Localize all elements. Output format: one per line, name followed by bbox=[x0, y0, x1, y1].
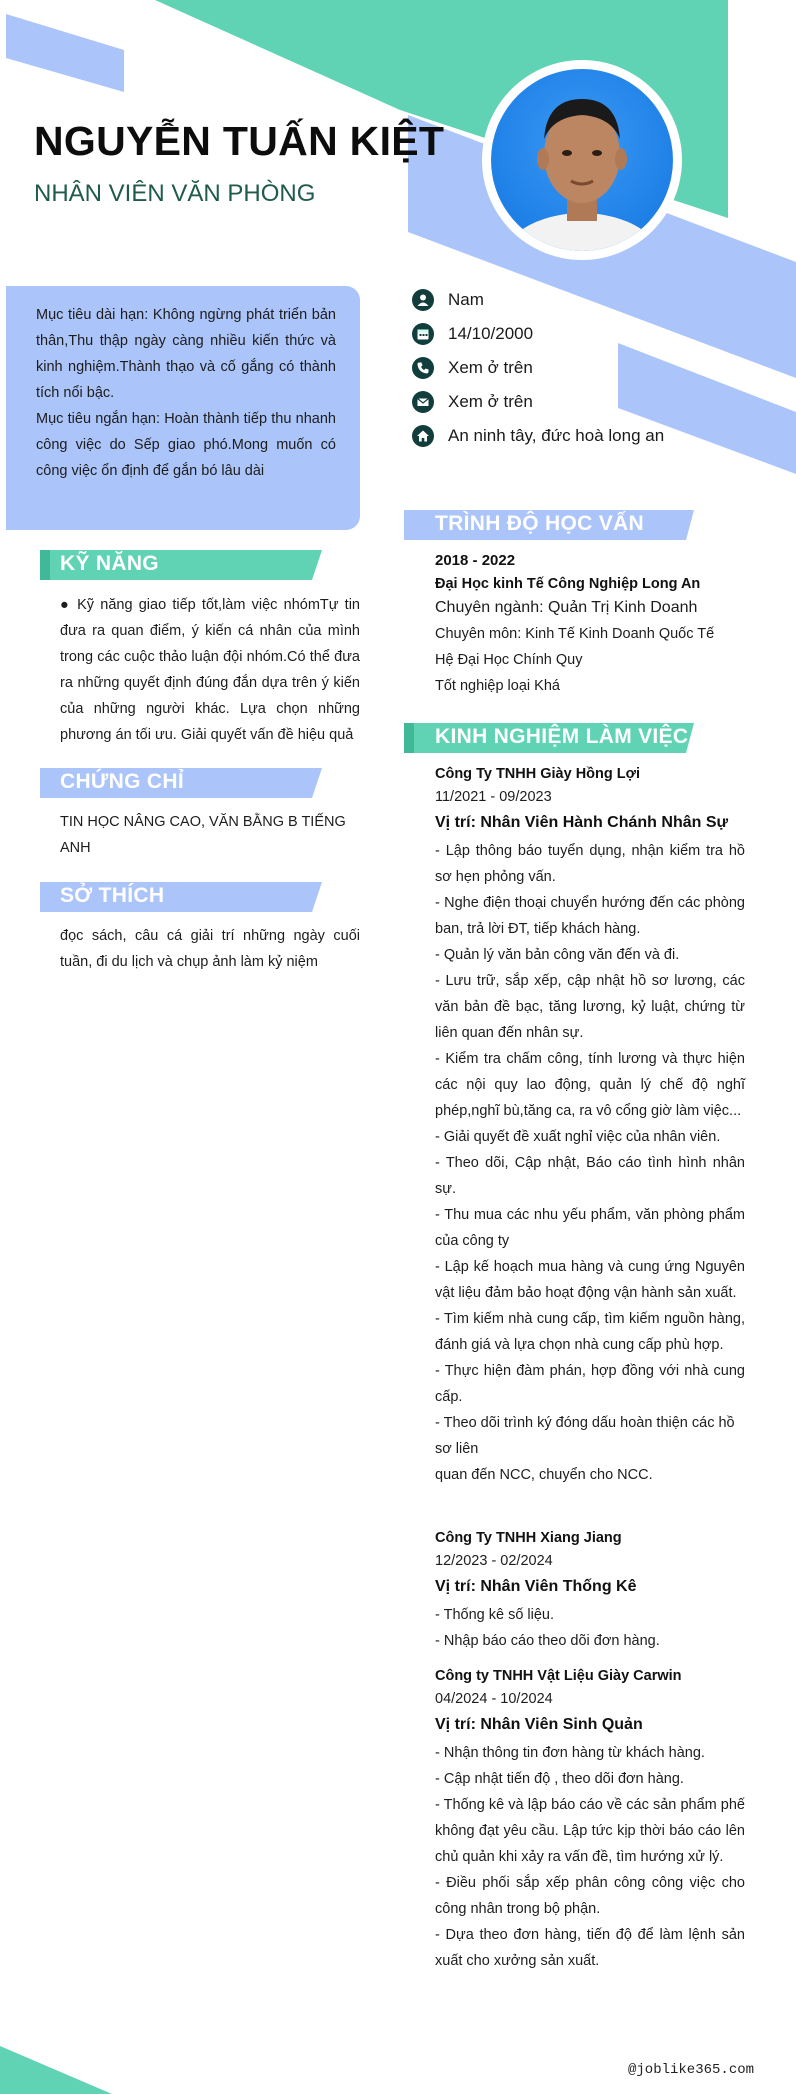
experience-title: KINH NGHIỆM LÀM VIỆC bbox=[435, 725, 689, 748]
job-duty: - Điều phối sắp xếp phân công công việc cho công nhân trong bộ phận. bbox=[435, 1875, 745, 1917]
candidate-name: NGUYỄN TUẤN KIỆT bbox=[34, 118, 445, 164]
education-major: Chuyên ngành: Quản Trị Kinh Doanh bbox=[435, 599, 698, 616]
bottom-green-corner bbox=[0, 2046, 112, 2094]
job-period: 11/2021 - 09/2023 bbox=[435, 789, 552, 805]
objective-short-term: Mục tiêu ngắn hạn: Hoàn thành tiếp thu nhanh công việc do Sếp giao phó.Mong muốn có công việc ổn định để gắn bó lâu dài bbox=[36, 411, 336, 479]
education-grade: Tốt nghiệp loại Khá bbox=[435, 678, 560, 694]
contact-gender-text: Nam bbox=[448, 290, 484, 309]
job-duty: - Thực hiện đàm phán, hợp đồng với nhà cung cấp. bbox=[435, 1363, 745, 1405]
education-heading bbox=[404, 510, 694, 540]
profile-photo-frame bbox=[482, 60, 682, 260]
email-icon bbox=[412, 391, 434, 413]
job-duty: - Lập kế hoạch mua hàng và cung ứng Nguyên vật liệu đảm bảo hoạt động vận hành sản xuất. bbox=[435, 1259, 745, 1301]
job-duty: - Thu mua các nhu yếu phẩm, văn phòng phẩm của công ty bbox=[435, 1207, 745, 1249]
objective-box bbox=[6, 286, 360, 530]
job-duty: - Thống kê và lập báo cáo về các sản phẩm phế không đạt yêu cầu. Lập tức kịp thời báo cáo lên chủ quản khi xảy ra vấn đề, tìm hướng xử lý. bbox=[435, 1797, 745, 1865]
certificates-heading bbox=[40, 768, 322, 798]
education-block bbox=[435, 549, 745, 699]
skills-heading bbox=[40, 550, 322, 580]
education-title: TRÌNH ĐỘ HỌC VẤN bbox=[435, 512, 644, 535]
skills-text: ● Kỹ năng giao tiếp tốt,làm việc nhómTự tin đưa ra quan điểm, ý kiến cá nhân của mình trong các cuộc thảo luận đội nhóm.Có thể đưa ra những quyết định đúng đắn dựa trên ý kiến của những người khác. Lựa chọn những phương án tối ưu. Giải quyết vấn đề hiệu quả bbox=[60, 597, 360, 743]
calendar-icon bbox=[412, 323, 434, 345]
hobbies-title: SỞ THÍCH bbox=[60, 884, 165, 907]
contact-address-text: An ninh tây, đức hoà long an bbox=[448, 426, 665, 445]
contact-phone-text: Xem ở trên bbox=[448, 358, 533, 377]
job-position: Vị trí: Nhân Viên Hành Chánh Nhân Sự bbox=[435, 814, 729, 831]
experience-job-2 bbox=[435, 1526, 745, 1654]
job-duty: - Theo dõi, Cập nhật, Báo cáo tình hình nhân sự. bbox=[435, 1155, 745, 1197]
job-duty: - Dựa theo đơn hàng, tiến độ để làm lệnh sản xuất cho xưởng sản xuất. bbox=[435, 1927, 745, 1969]
hobbies-text: đọc sách, câu cá giải trí những ngày cuối tuần, đi du lịch và chụp ảnh làm kỷ niệm bbox=[60, 928, 360, 970]
experience-job-3 bbox=[435, 1664, 745, 1974]
portrait-illustration bbox=[491, 69, 673, 251]
footer-watermark: @joblike365.com bbox=[628, 2062, 755, 2078]
certificates-text: TIN HỌC NÂNG CAO, VĂN BẰNG B TIẾNG ANH bbox=[60, 814, 346, 856]
phone-icon bbox=[412, 357, 434, 379]
profile-photo bbox=[491, 69, 673, 251]
job-duty: - Lập thông báo tuyển dụng, nhận kiểm tra hồ sơ hẹn phỏng vấn. bbox=[435, 843, 745, 885]
job-duty: - Thống kê số liệu. bbox=[435, 1607, 555, 1623]
job-company: Công ty TNHH Vật Liệu Giày Carwin bbox=[435, 1668, 682, 1684]
job-duty: - Giải quyết đề xuất nghỉ việc của nhân viên. bbox=[435, 1129, 721, 1145]
job-duty: quan đến NCC, chuyển cho NCC. bbox=[435, 1467, 653, 1483]
skills-title: KỸ NĂNG bbox=[60, 552, 159, 575]
hobbies-heading bbox=[40, 882, 322, 912]
education-specialty: Chuyên môn: Kinh Tế Kinh Doanh Quốc Tế bbox=[435, 626, 715, 642]
education-system: Hệ Đại Học Chính Quy bbox=[435, 652, 583, 668]
job-company: Công Ty TNHH Xiang Jiang bbox=[435, 1530, 622, 1546]
job-duty: - Nghe điện thoại chuyển hướng đến các phòng ban, trả lời ĐT, tiếp khách hàng. bbox=[435, 895, 745, 937]
objective-long-term: Mục tiêu dài hạn: Không ngừng phát triển bản thân,Thu thập ngày càng nhiều kiến thức và kinh nghiệm.Thành thạo và cố gắng có thành tích nổi bậc. bbox=[36, 307, 336, 401]
job-duty: - Tìm kiếm nhà cung cấp, tìm kiếm nguồn hàng, đánh giá và lựa chọn nhà cung cấp phù hợp. bbox=[435, 1311, 745, 1353]
user-icon bbox=[412, 289, 434, 311]
job-duty: - Nhập báo cáo theo dõi đơn hàng. bbox=[435, 1633, 660, 1649]
certificates-title: CHỨNG CHỈ bbox=[60, 770, 184, 793]
job-position: Vị trí: Nhân Viên Sinh Quản bbox=[435, 1716, 643, 1733]
education-years: 2018 - 2022 bbox=[435, 552, 516, 569]
job-period: 12/2023 - 02/2024 bbox=[435, 1553, 553, 1569]
experience-heading bbox=[404, 723, 694, 753]
job-position: Vị trí: Nhân Viên Thống Kê bbox=[435, 1578, 637, 1595]
job-duty: - Lưu trữ, sắp xếp, cập nhật hồ sơ lương, các văn bản đề bạc, tăng lương, kỷ luật, chứng từ liên quan đến nhân sự. bbox=[435, 973, 745, 1041]
experience-job-1 bbox=[435, 762, 745, 1488]
job-duty: - Kiểm tra chấm công, tính lương và thực hiện các nội quy lao động, quản lý chế độ nghĩ phép,nghĩ bù,tăng ca, ra vô cổng giờ làm việc... bbox=[435, 1051, 745, 1119]
job-duty: - Nhận thông tin đơn hàng từ khách hàng. bbox=[435, 1745, 705, 1761]
top-left-blue-strip bbox=[6, 14, 124, 92]
education-school: Đại Học kinh Tế Công Nghiệp Long An bbox=[435, 576, 701, 592]
job-duty: - Cập nhật tiến độ , theo dõi đơn hàng. bbox=[435, 1771, 684, 1787]
contact-email-text: Xem ở trên bbox=[448, 392, 533, 411]
candidate-role: NHÂN VIÊN VĂN PHÒNG bbox=[34, 180, 316, 207]
contact-birthday-text: 14/10/2000 bbox=[448, 324, 534, 343]
job-period: 04/2024 - 10/2024 bbox=[435, 1691, 553, 1707]
job-duty: - Quản lý văn bản công văn đến và đi. bbox=[435, 947, 680, 963]
job-duty: - Theo dõi trình ký đóng dấu hoàn thiện các hồ sơ liên bbox=[435, 1415, 735, 1457]
job-company: Công Ty TNHH Giày Hồng Lợi bbox=[435, 766, 640, 782]
home-icon bbox=[412, 425, 434, 447]
